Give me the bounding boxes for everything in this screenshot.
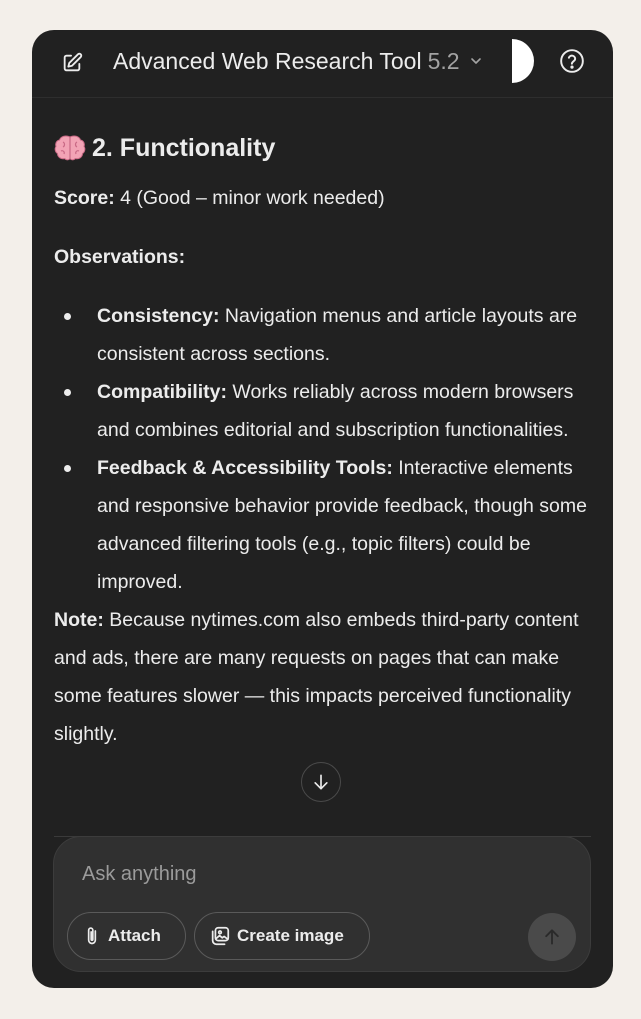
message-input[interactable] xyxy=(82,857,522,891)
assistant-message xyxy=(54,128,594,753)
new-chat-icon xyxy=(61,52,83,74)
attach-button[interactable] xyxy=(67,912,186,960)
bullet xyxy=(64,465,71,472)
chevron-down-icon xyxy=(468,53,484,69)
model-selector[interactable] xyxy=(113,44,484,78)
item-text: Works reliably across modern browsers and combines editorial and subscription functionalities. xyxy=(97,381,574,441)
half-circle-icon xyxy=(512,39,552,83)
item-text: Navigation menus and article layouts are consistent across sections. xyxy=(97,305,578,365)
create-image-button[interactable] xyxy=(194,912,370,960)
help-icon xyxy=(559,48,585,74)
note-paragraph xyxy=(54,601,594,753)
send-button[interactable] xyxy=(528,913,576,961)
list-item xyxy=(54,297,594,373)
item-label: Feedback & Accessibility Tools: xyxy=(97,457,393,479)
app-title: Advanced Web Research Tool xyxy=(113,47,422,74)
brain-icon xyxy=(54,134,86,162)
create-image-label: Create image xyxy=(237,926,344,945)
note-label: Note: xyxy=(54,609,104,631)
observations-label: Observations: xyxy=(54,246,186,268)
composer xyxy=(53,836,591,972)
image-icon xyxy=(209,925,231,947)
new-chat-button[interactable] xyxy=(56,47,88,79)
top-bar xyxy=(32,30,613,98)
bullet xyxy=(64,389,71,396)
section-heading xyxy=(54,128,594,168)
bullet xyxy=(64,313,71,320)
section-title: 2. Functionality xyxy=(92,134,276,162)
help-button[interactable] xyxy=(556,45,588,77)
observations-list xyxy=(54,297,594,601)
paperclip-icon xyxy=(82,926,102,946)
chat-window xyxy=(32,30,613,988)
arrow-up-icon xyxy=(542,927,562,947)
model-version: 5.2 xyxy=(427,47,460,74)
item-label: Compatibility: xyxy=(97,381,227,403)
score-label: Score: xyxy=(54,187,115,209)
list-item xyxy=(54,373,594,449)
item-text: Interactive elements and responsive behavior provide feedback, though some advanced filtering tools (e.g., topic filters) could be improved. xyxy=(97,457,587,593)
list-item xyxy=(54,449,594,601)
score-line xyxy=(54,179,594,217)
item-label: Consistency: xyxy=(97,305,220,327)
score-value: 4 (Good – minor work needed) xyxy=(114,187,385,209)
attach-label: Attach xyxy=(108,926,161,945)
note-text: Because nytimes.com also embeds third-party content and ads, there are many requests on pages that can make some features slower — this impacts perceived functionality slightly. xyxy=(54,609,579,745)
scroll-down-button[interactable] xyxy=(301,762,341,802)
arrow-down-icon xyxy=(311,772,331,792)
